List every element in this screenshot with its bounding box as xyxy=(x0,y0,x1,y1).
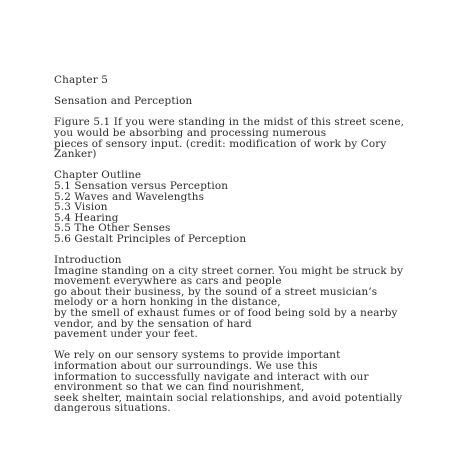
paragraph-line: by the smell of exhaust fumes or of food being sold by a nearby xyxy=(54,307,398,320)
figure-caption xyxy=(54,117,444,159)
paragraph-line: dangerous situations. xyxy=(54,402,171,415)
paragraph-line: information about our surroundings. We use this xyxy=(54,360,318,373)
outline-item: 5.5 The Other Senses xyxy=(54,222,171,235)
second-paragraph xyxy=(54,350,444,414)
paragraph-line: environment so that we can find nourishment, xyxy=(54,381,305,394)
outline-item: 5.1 Sensation versus Perception xyxy=(54,179,229,192)
intro-paragraph xyxy=(54,266,444,340)
paragraph-line: go about their business, by the sound of a street musician’s xyxy=(54,285,378,298)
paragraph-line: vendor, and by the sensation of hard xyxy=(54,317,252,330)
paragraph-line: information to successfully navigate and interact with our xyxy=(54,370,369,383)
paragraph-line: movement everywhere as cars and people xyxy=(54,275,282,288)
intro-heading: Introduction xyxy=(54,254,122,267)
outline-item: 5.4 Hearing xyxy=(54,211,119,224)
chapter-outline-list xyxy=(54,181,444,245)
caption-line: Figure 5.1 If you were standing in the midst of this street scene, xyxy=(54,116,405,129)
chapter-label: Chapter 5 xyxy=(54,74,109,86)
outline-item: 5.3 Vision xyxy=(54,201,108,214)
chapter-title: Sensation and Perception xyxy=(54,95,193,108)
outline-item: 5.2 Waves and Wavelengths xyxy=(54,190,205,203)
outline-item: 5.6 Gestalt Principles of Perception xyxy=(54,232,247,245)
paragraph-line: We rely on our sensory systems to provide important xyxy=(54,349,341,362)
outline-heading: Chapter Outline xyxy=(54,169,142,182)
paragraph-line: seek shelter, maintain social relationships, and avoid potentially xyxy=(54,391,403,404)
paragraph-line: Imagine standing on a city street corner. You might be struck by xyxy=(54,264,404,277)
caption-line: you would be absorbing and processing numerous xyxy=(54,126,327,139)
paragraph-line: melody or a horn honking in the distance, xyxy=(54,296,281,309)
document-body xyxy=(54,75,444,414)
caption-line: Zanker) xyxy=(54,148,97,161)
paragraph-line: pavement under your feet. xyxy=(54,328,198,341)
caption-line: pieces of sensory input. (credit: modification of work by Cory xyxy=(54,137,387,150)
